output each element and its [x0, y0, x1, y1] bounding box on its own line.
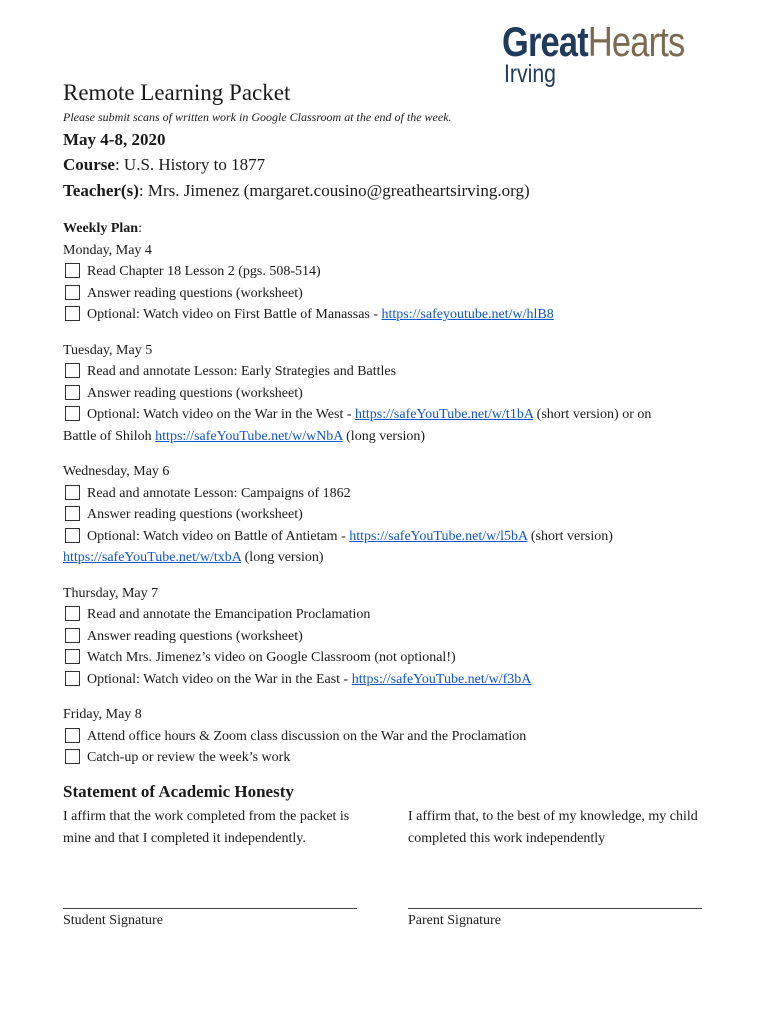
checkbox[interactable] [65, 363, 80, 378]
date-range: May 4-8, 2020 [63, 130, 166, 149]
weekly-plan-heading-line [63, 218, 713, 240]
day-block [63, 704, 713, 769]
task-text: Optional: Watch video on the War in the West - [87, 407, 356, 422]
task-text: Read Chapter 18 Lesson 2 (pgs. 508-514) [87, 264, 321, 279]
task-text: Attend office hours & Zoom class discussion on the War and the Proclamation [87, 728, 527, 744]
task-text: Read and annotate the Emancipation Proclamation [87, 607, 371, 622]
task-item [63, 261, 713, 283]
task-item [63, 626, 713, 648]
task-item [63, 504, 713, 526]
course-value: : U.S. History to 1877 [114, 155, 266, 174]
teacher-label: Teacher(s) [63, 181, 139, 200]
continuation-text: Battle of Shiloh [63, 428, 156, 444]
day-name: Tuesday, May 5 [63, 342, 153, 358]
day-name: Friday, May 8 [63, 707, 142, 722]
student-affirmation: I affirm that the work completed from the packet is mine and that I completed it independently. [63, 809, 350, 846]
day-block [63, 461, 713, 569]
task-text: Optional: Watch video on First Battle of Manassas - [87, 307, 382, 322]
day-name: Monday, May 4 [63, 242, 152, 258]
logo-great: Great [502, 18, 588, 65]
task-item [63, 526, 713, 548]
task-text: Read and annotate Lesson: Early Strategies and Battles [87, 364, 397, 379]
task-item [63, 483, 713, 505]
task-continuation [63, 426, 713, 448]
logo-wordmark [502, 20, 684, 64]
weekly-plan [63, 218, 713, 783]
student-signature-line[interactable] [63, 908, 357, 909]
student-signature-label: Student Signature [63, 913, 163, 928]
task-text-after: (short version) [527, 528, 613, 544]
checkbox[interactable] [65, 306, 80, 321]
task-text: Answer reading questions (worksheet) [87, 628, 303, 644]
teacher-value: : Mrs. Jimenez (margaret.cousino@greatheartsirving.org) [138, 181, 530, 200]
task-continuation [63, 547, 713, 569]
continuation-after: (long version) [342, 428, 426, 444]
parent-signature-line[interactable] [408, 908, 702, 909]
parent-affirmation: I affirm that, to the best of my knowledge, my child completed this work independently [408, 809, 698, 846]
task-item [63, 604, 713, 626]
task-item [63, 404, 713, 426]
weekly-plan-heading: Weekly Plan [63, 221, 139, 236]
task-item [63, 361, 713, 383]
checkbox[interactable] [65, 528, 80, 543]
checkbox[interactable] [65, 506, 80, 521]
video-link[interactable]: https://safeyoutube.net/w/hlB8 [381, 307, 554, 322]
task-item [63, 747, 713, 769]
video-link[interactable]: https://safeYouTube.net/w/txbA [63, 550, 242, 565]
checkbox[interactable] [65, 728, 80, 743]
checkbox[interactable] [65, 263, 80, 278]
logo-hearts: Hearts [587, 18, 685, 65]
task-text: Answer reading questions (worksheet) [87, 507, 303, 522]
task-item [63, 304, 713, 326]
submission-note: Please submit scans of written work in Google Classroom at the end of the week. [63, 110, 452, 124]
video-link[interactable]: https://safeYouTube.net/w/wNbA [155, 428, 343, 444]
parent-signature-label: Parent Signature [408, 913, 501, 928]
page-title: Remote Learning Packet [63, 80, 291, 105]
checkbox[interactable] [65, 671, 80, 686]
checkbox[interactable] [65, 606, 80, 621]
task-text: Optional: Watch video on Battle of Antietam - [87, 528, 350, 544]
checkbox[interactable] [65, 485, 80, 500]
course-line [63, 155, 265, 175]
teacher-line [63, 181, 530, 201]
video-link[interactable]: https://safeYouTube.net/w/f3bA [351, 671, 532, 687]
logo-subtitle: Irving [504, 60, 556, 88]
day-list [63, 240, 713, 769]
video-link[interactable]: https://safeYouTube.net/w/t1bA [355, 407, 534, 422]
task-text: Catch-up or review the week’s work [87, 750, 291, 765]
task-text: Answer reading questions (worksheet) [87, 285, 303, 301]
weekly-plan-colon: : [138, 221, 142, 236]
day-name: Thursday, May 7 [63, 585, 159, 601]
checkbox[interactable] [65, 385, 80, 400]
task-text: Watch Mrs. Jimenez’s video on Google Classroom (not optional!) [87, 650, 456, 665]
day-block [63, 340, 713, 448]
checkbox[interactable] [65, 649, 80, 664]
great-hearts-irving-logo [502, 20, 712, 90]
task-item [63, 726, 713, 748]
checkbox[interactable] [65, 749, 80, 764]
task-item [63, 647, 713, 669]
checkbox[interactable] [65, 406, 80, 421]
checkbox[interactable] [65, 628, 80, 643]
task-item [63, 669, 713, 691]
task-text: Answer reading questions (worksheet) [87, 385, 303, 401]
honesty-title: Statement of Academic Honesty [63, 782, 294, 801]
continuation-after: (long version) [241, 550, 324, 565]
day-block [63, 240, 713, 326]
course-label: Course [63, 155, 115, 174]
task-item [63, 283, 713, 305]
video-link[interactable]: https://safeYouTube.net/w/l5bA [349, 528, 528, 544]
checkbox[interactable] [65, 285, 80, 300]
day-name: Wednesday, May 6 [63, 464, 170, 479]
task-text: Optional: Watch video on the War in the East - [87, 671, 352, 687]
task-text: Read and annotate Lesson: Campaigns of 1862 [87, 485, 351, 501]
task-text-after: (short version) or on [533, 407, 652, 422]
day-block [63, 583, 713, 691]
task-item [63, 383, 713, 405]
